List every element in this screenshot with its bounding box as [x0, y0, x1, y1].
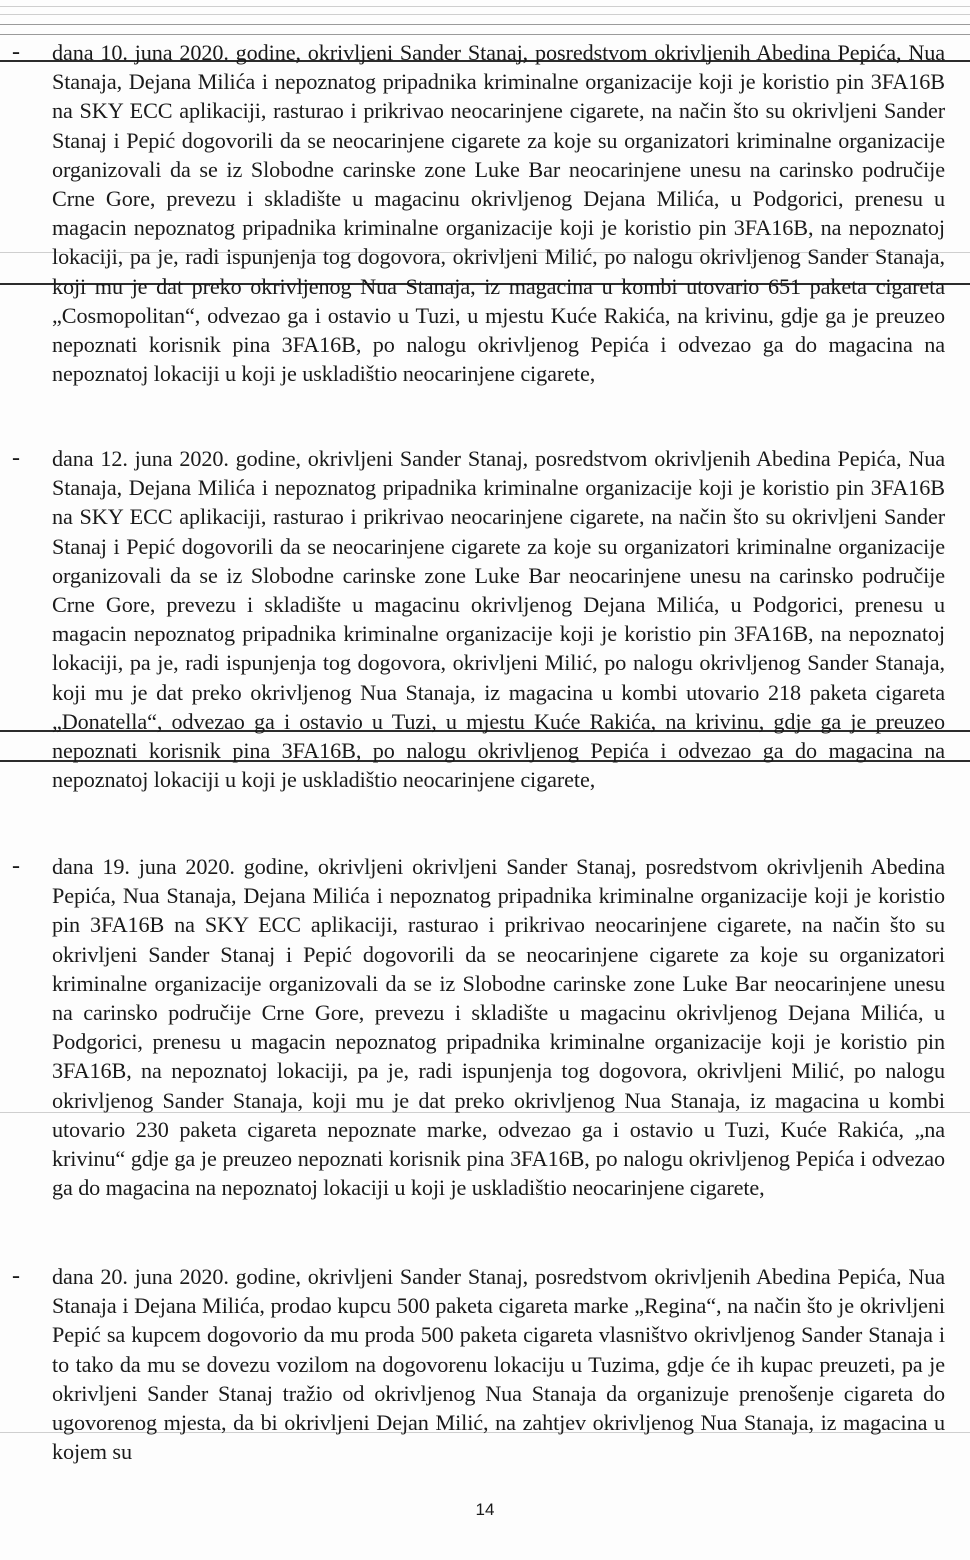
- paragraph-text: dana 20. juna 2020. godine, okrivljeni Sander Stanaj, posredstvom okrivljenih Abedina Pepića, Nua Stanaja i Dejana Milića, prodao kupcu 500 paketa cigareta marke „Regina“, na način što je okrivljeni Pepić sa kupcem dogovorio da mu proda 500 paketa cigareta vlasništvo okrivljenog Sander Stanaja i to tako da mu se dovezu vozilom na dogovorenu lokaciju u Tuzima, gdje će ih kupac preuzeti, pa je okrivljeni Sander Stanaj tražio od okrivljenog Nua Stanaja da organizuje prenošenje cigareta do ugovorenog mjesta, da bi okrivljeni Dejan Milić, na zahtjev okrivljenog Nua Stanaja, iz magacina u kojem su: [52, 1264, 945, 1465]
- bullet-dash: -: [12, 1263, 20, 1289]
- bullet-dash: -: [12, 853, 20, 879]
- paragraph-text: dana 12. juna 2020. godine, okrivljeni Sander Stanaj, posredstvom okrivljenih Abedina Pepića, Nua Stanaja, Dejana Milića i nepoznatog pripadnika kriminalne organizacije koji je koristio pin 3FA16B na SKY ECC aplikaciji, rasturao i prikrivao neocarinjene cigarete, na način što su okrivljeni Sander Stanaj i Pepić dogovorili da se neocarinjene cigarete za koje su organizatori kriminalne organizacije organizovali da se iz Slobodne carinske zone Luke Bar neocarinjene unesu na carinsko područije Crne Gore, prevezu i skladište u magacinu okrivljenog Dejana Milića, u Podgorici, prenesu u magacin nepoznatog pripadnika kriminalne organizacije koji je koristio pin 3FA16B, na nepoznatoj lokaciji, pa je, radi ispunjenja tog dogovora, okrivljeni Milić, po nalogu okrivljenog Sander Stanaja, koji mu je dat preko okrivljenog Nua Stanaja, iz magacina u kombi utovario 218 paketa cigareta „Donatella“, odvezao ga i ostavio u Tuzi, u mjestu Kuće Rakića, na krivinu, gdje ga je preuzeo nepoznati korisnik pina 3FA16B, po nalogu okrivljenog Pepića i odvezao ga do magacina na nepoznatoj lokaciji u koji je uskladištio neocarinjene cigarete,: [52, 446, 945, 793]
- scan-artifact-line: [0, 24, 970, 25]
- scan-artifact-line: [0, 14, 970, 15]
- bullet-dash: -: [12, 445, 20, 471]
- paragraph-text: dana 19. juna 2020. godine, okrivljeni okrivljeni Sander Stanaj, posredstvom okrivljenih Abedina Pepića, Nua Stanaja, Dejana Milića i nepoznatog pripadnika kriminalne organizacije koji je koristio pin 3FA16B na SKY ECC aplikaciji, rasturao i prikrivao neocarinjene cigarete, na način što su okrivljeni Sander Stanaj i Pepić dogovorili da se neocarinjene cigarete za koje su organizatori kriminalne organizacije organizovali da se iz Slobodne carinske zone Luke Bar neocarinjene unesu na carinsko područije Crne Gore, prevezu i skladište u magacinu okrivljenog Dejana Milića, u Podgorici, prenesu u magacin nepoznatog pripadnika kriminalne organizacije koji je koristio pin 3FA16B, na nepoznatoj lokaciji, pa je, radi ispunjenja tog dogovora, okrivljeni Milić, po nalogu okrivljenog Sander Stanaja, koji mu je dat preko okrivljenog Nua Stanaja, iz magacina u kombi utovario 230 paketa cigareta nepoznate marke, odvezao ga i ostavio u Tuzi, Kuće Rakića, „na krivinu“ gdje ga je preuzeo nepoznati korisnik pina 3FA16B, po nalogu okrivljenog Pepića i odvezao ga do magacina na nepoznatoj lokaciji u koji je uskladištio neocarinjene cigarete,: [52, 854, 945, 1201]
- page-number: 14: [475, 1500, 495, 1519]
- bullet-dash: -: [12, 39, 20, 65]
- scan-artifact-line: [0, 34, 970, 35]
- scan-artifact-line: [0, 6, 970, 7]
- paragraph-text: dana 10. juna 2020. godine, okrivljeni Sander Stanaj, posredstvom okrivljenih Abedina Pepića, Nua Stanaja, Dejana Milića i nepoznatog pripadnika kriminalne organizacije koji je koristio pin 3FA16B na SKY ECC aplikaciji, rasturao i prikrivao neocarinjene cigarete, na način što su okrivljeni Sander Stanaj i Pepić dogovorili da se neocarinjene cigarete za koje su organizatori kriminalne organizacije organizovali da se iz Slobodne carinske zone Luke Bar neocarinjene unesu na carinsko područije Crne Gore, prevezu i skladište u magacinu okrivljenog Dejana Milića, u Podgorici, prenesu u magacin nepoznatog pripadnika kriminalne organizacije koji je koristio pin 3FA16B, na nepoznatoj lokaciji, pa je, radi ispunjenja tog dogovora, okrivljeni Milić, po nalogu okrivljenog Sander Stanaja, koji mu je dat preko okrivljenog Nua Stanaja, iz magacina u kombi utovario 651 paketa cigareta „Cosmopolitan“, odvezao ga i ostavio u Tuzi, u mjestu Kuće Rakića, na krivinu, gdje ga je preuzeo nepoznati korisnik pina 3FA16B, po nalogu okrivljenog Pepića i odvezao ga do magacina na nepoznatoj lokaciji u koji je uskladištio neocarinjene cigarete,: [52, 40, 945, 387]
